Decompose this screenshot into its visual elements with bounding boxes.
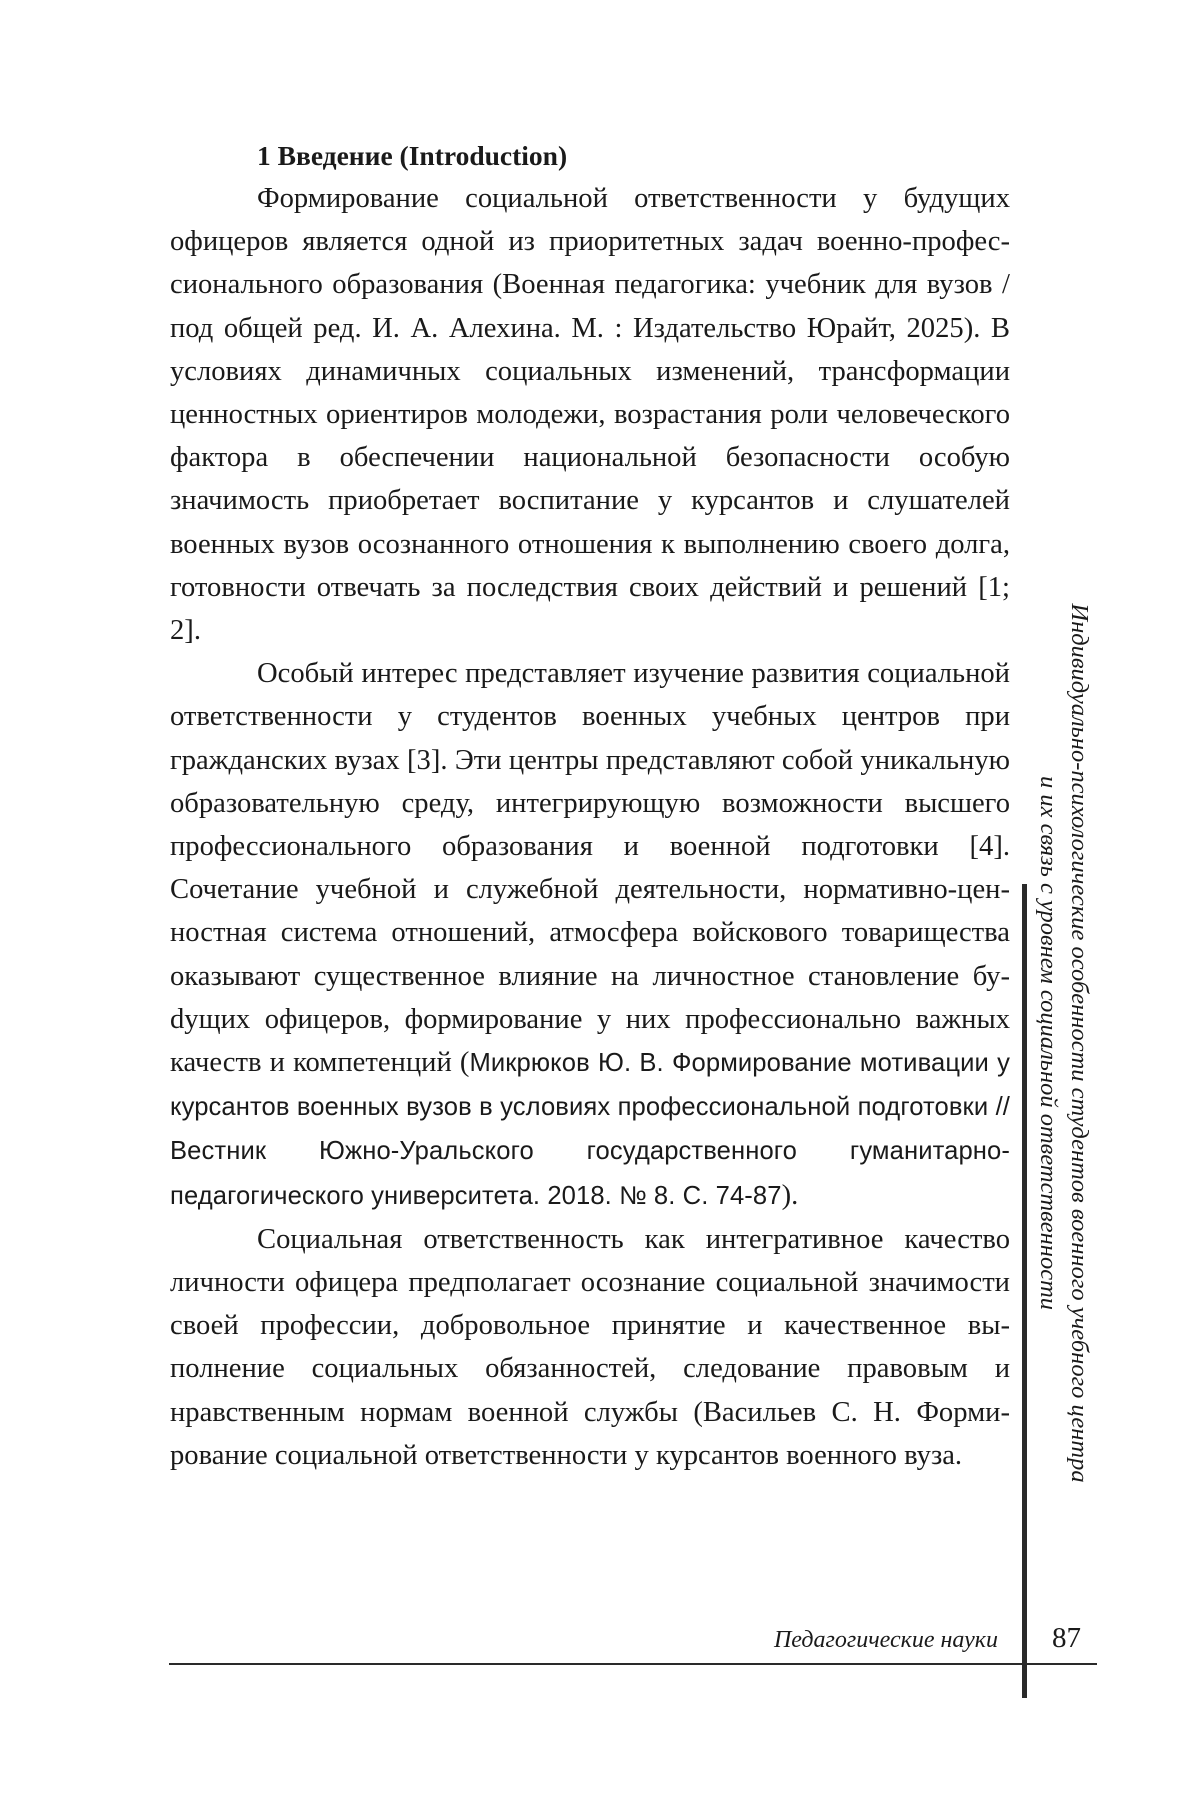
running-title-line-2: и их связь с уровнем социальной ответственности xyxy=(1035,775,1062,1311)
running-title xyxy=(1035,593,1145,1493)
paragraph-2-citation: Микрюков Ю. В. Формирование мотивации у курсантов военных вузов в условиях профессиональной подготовки // Вестник Южно-Уральского государственного гуманитарно-педагогического университета. 2018. № 8. С. 74-87 xyxy=(170,1049,1010,1210)
paragraph-2 xyxy=(170,652,1010,1218)
running-title-line-1: Индивидуально-психологические особенности студентов военного учебного центра xyxy=(1066,603,1093,1483)
paragraph-2-end: ). xyxy=(781,1179,799,1211)
margin-rule xyxy=(1022,884,1027,1698)
page-body xyxy=(170,134,1010,1477)
page-number: 87 xyxy=(1052,1622,1081,1654)
footer-rule xyxy=(169,1663,1097,1665)
paragraph-3: Социальная ответственность как интегративное качество личности офицера предполагает осознание социальной значимости своей профессии, добровольное принятие и качественное выполнение социальных обязанностей, следование правовым и нравственным нормам военной службы (Васильев С. Н. Формирование социальной ответственности у курсантов военного вуза. xyxy=(170,1223,1010,1471)
paragraph-2-text: Особый интерес представляет изучение развития социальной ответственности у студентов военных учебных центров при гражданских вузах [3]. Эти центры представляют собой уникальную образовательную среду, интегрирующую возможности высшего профессионального образования и военной подготовки [4]. Сочетание учебной и служебной деятельности, нормативно-ценностная система отношений, атмосфера войскового товарищества оказывают существенное влияние на личностное становление буdущих офицеров, формирование у них профессионально важных качеств и компетенций ( xyxy=(170,658,1010,1079)
section-heading: 1 Введение (Introduction) xyxy=(257,140,568,171)
paragraph-1: Формирование социальной ответственности у будущих офицеров является одной из приоритетных задач военно-профессионального образования (Военная педагогика: учебник для вузов / под общей ред. И. А. Алехина. М. : Издательство Юрайт, 2025). В условиях динамичных социальных изменений, трансформации ценностных ориентиров молодежи, возрастания роли человеческого фактора в обеспечении национальной безопасности особую значимость приобретает воспитание у курсантов и слушателей военных вузов осознанного отношения к выполнению своего долга, готовности отвечать за последствия своих действий и решений [1; 2]. xyxy=(170,183,1010,647)
footer-section-name: Педагогические науки xyxy=(773,1627,998,1653)
